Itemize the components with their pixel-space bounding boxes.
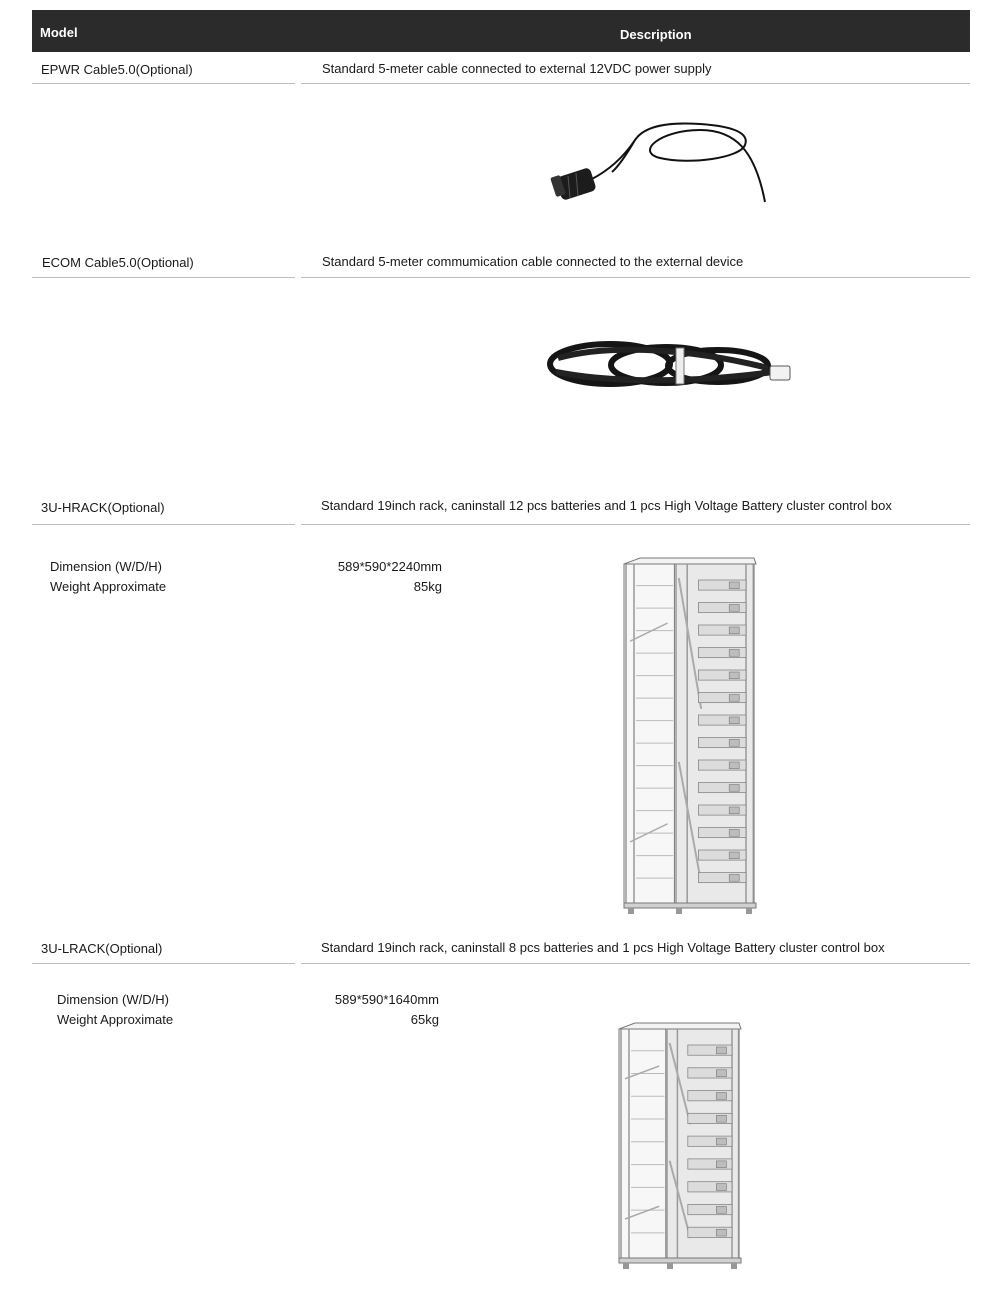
divider: [32, 83, 295, 84]
table-header: [32, 10, 970, 52]
row-model: 3U-LRACK(Optional): [41, 941, 163, 956]
divider: [301, 524, 970, 525]
divider: [301, 277, 970, 278]
row-model: 3U-HRACK(Optional): [41, 500, 165, 515]
spec-value: 65kg: [410, 1012, 439, 1027]
short-rack-image: [615, 1015, 745, 1270]
spec-value: 589*590*2240mm: [337, 559, 442, 574]
row-description: Standard 5-meter commumication cable connected to the external device: [322, 254, 744, 269]
divider: [32, 277, 295, 278]
power-cable-image: [550, 110, 780, 210]
row-description: Standard 19inch rack, caninstall 8 pcs batteries and 1 pcs High Voltage Battery cluster control box: [321, 940, 885, 955]
spec-label: Weight Approximate: [57, 1012, 174, 1027]
spec-label: Dimension (W/D/H): [50, 559, 162, 574]
row-model: ECOM Cable5.0(Optional): [42, 255, 194, 270]
row-model: EPWR Cable5.0(Optional): [41, 62, 193, 77]
divider: [301, 963, 970, 964]
row-description: Standard 5-meter cable connected to external 12VDC power supply: [322, 61, 712, 76]
header-description: Description: [620, 27, 692, 42]
divider: [32, 963, 295, 964]
header-model: Model: [40, 25, 78, 40]
divider: [301, 83, 970, 84]
communication-cable-image: [548, 338, 798, 393]
tall-rack-image: [620, 550, 760, 915]
spec-label: Weight Approximate: [50, 579, 167, 594]
spec-label: Dimension (W/D/H): [57, 992, 169, 1007]
divider: [32, 524, 295, 525]
row-description: Standard 19inch rack, caninstall 12 pcs batteries and 1 pcs High Voltage Battery cluster control box: [321, 498, 892, 513]
spec-value: 85kg: [413, 579, 442, 594]
spec-value: 589*590*1640mm: [334, 992, 439, 1007]
